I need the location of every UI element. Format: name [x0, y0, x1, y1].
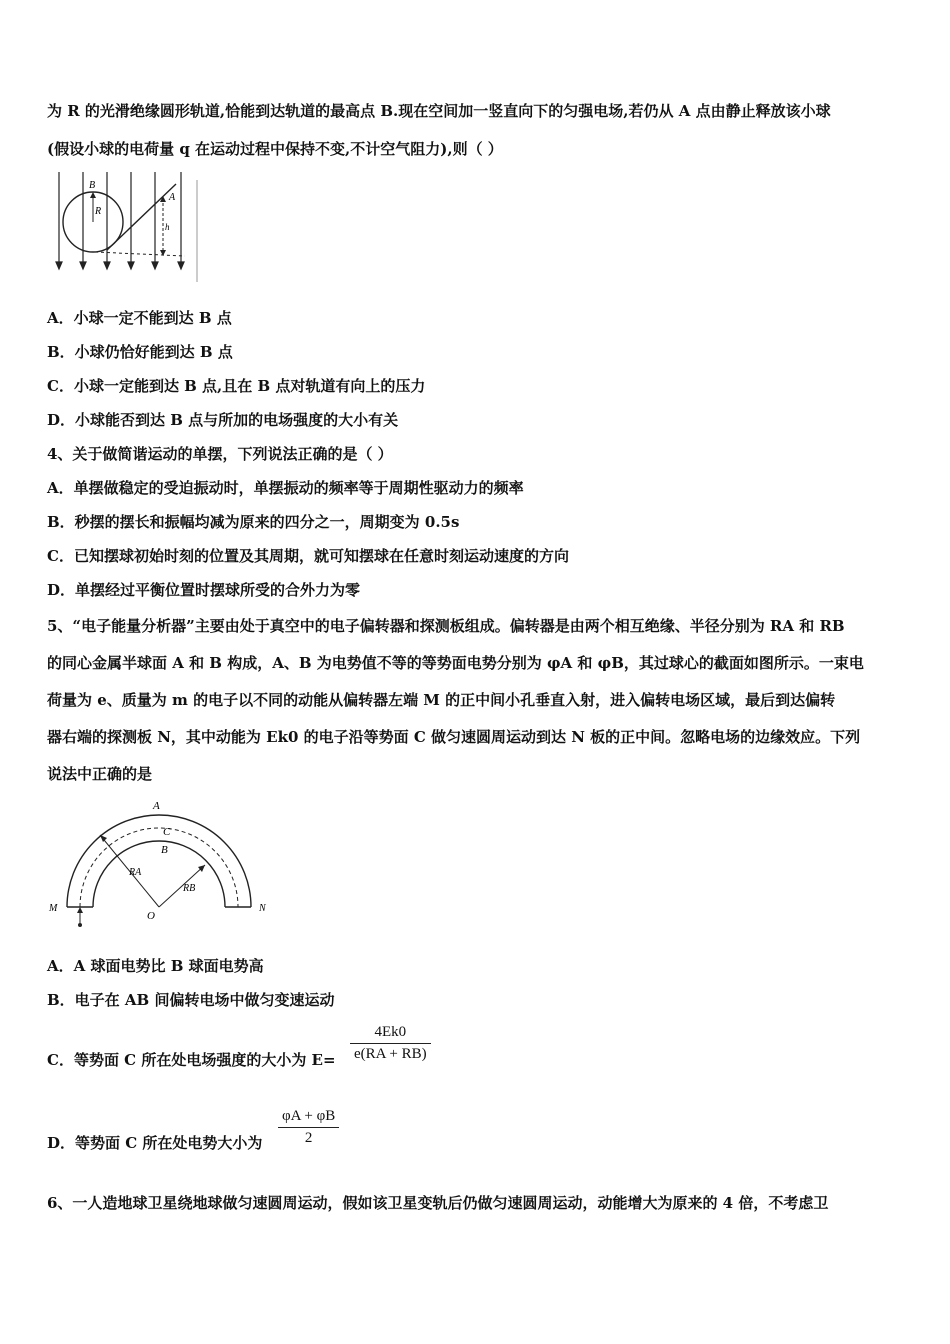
q4-stem: 4、关于做简谐运动的单摆，下列说法正确的是（ ） — [47, 445, 393, 463]
q3-figure-track — [45, 170, 205, 285]
label-b: B — [161, 844, 168, 856]
q5-stem-line2: 的同心金属半球面 A 和 B 构成，A、B 为电势值不等的等势面电势分别为 φA 和 φB，其过球心的截面如图所示。一束电 — [47, 654, 864, 672]
label-a: A — [169, 192, 176, 203]
q5-stem-line1: 5、“电子能量分析器”主要由处于真空中的电子偏转器和探测板组成。偏转器是由两个相互绝缘、半径分别为 RA 和 RB — [47, 617, 845, 635]
q5-option-c: C．等势面 C 所在处电场强度的大小为 E= — [47, 1051, 336, 1069]
formula-d-numerator: φA + φB — [282, 1108, 336, 1124]
label-a: A — [153, 800, 160, 812]
formula-c-denominator: e(RA + RB) — [354, 1046, 427, 1062]
q5-stem-line3: 荷量为 e、质量为 m 的电子以不同的动能从偏转器左端 M 的正中间小孔垂直入射，进入偏转电场区域，最后到达偏转 — [47, 691, 836, 709]
q3-stem-line1: 为 R 的光滑绝缘圆形轨道,恰能到达轨道的最高点 B.现在空间加一竖直向下的匀强电场,若仍从 A 点由静止释放该小球 — [47, 102, 831, 120]
q5-formula-d — [278, 1108, 339, 1147]
q4-option-d: D．单摆经过平衡位置时摆球所受的合外力为零 — [47, 581, 361, 599]
q5-stem-line4: 器右端的探测板 N，其中动能为 Ek0 的电子沿等势面 C 做匀速圆周运动到达 N 板的正中间。忽略电场的边缘效应。下列 — [47, 728, 861, 746]
formula-d-denominator: 2 — [304, 1130, 313, 1146]
label-m: M — [49, 903, 58, 914]
q5-formula-c — [350, 1024, 431, 1063]
label-o: O — [147, 910, 155, 922]
label-ra: RA — [129, 867, 142, 878]
formula-c-numerator: 4Ek0 — [374, 1024, 407, 1040]
q3-option-a: A．小球一定不能到达 B 点 — [47, 309, 232, 327]
q5-option-d: D．等势面 C 所在处电势大小为 — [47, 1134, 263, 1152]
q3-option-b: B．小球仍恰好能到达 B 点 — [47, 343, 233, 361]
q6-stem: 6、一人造地球卫星绕地球做匀速圆周运动，假如该卫星变轨后仍做匀速圆周运动，动能增大为原来的 4 倍，不考虑卫 — [47, 1194, 829, 1212]
label-r: R — [95, 206, 102, 217]
label-n: N — [259, 903, 266, 914]
q3-option-d: D．小球能否到达 B 点与所加的电场强度的大小有关 — [47, 411, 399, 429]
q4-option-c: C．已知摆球初始时刻的位置及其周期，就可知摆球在任意时刻运动速度的方向 — [47, 547, 569, 565]
label-b: B — [89, 180, 96, 191]
q5-option-b: B．电子在 AB 间偏转电场中做匀变速运动 — [47, 991, 335, 1009]
q5-option-a: A．A 球面电势比 B 球面电势高 — [47, 957, 264, 975]
q3-stem-line2: (假设小球的电荷量 q 在运动过程中保持不变,不计空气阻力),则（ ） — [47, 140, 503, 158]
label-c: C — [163, 826, 171, 838]
q5-figure-deflector — [45, 795, 280, 935]
label-h: h — [165, 222, 170, 232]
q4-option-b: B．秒摆的摆长和振幅均减为原来的四分之一，周期变为 0.5s — [47, 513, 460, 531]
q5-stem-line5: 说法中正确的是 — [47, 765, 153, 783]
label-rb: RB — [183, 883, 196, 894]
q3-option-c: C．小球一定能到达 B 点,且在 B 点对轨道有向上的压力 — [47, 377, 426, 395]
q4-option-a: A．单摆做稳定的受迫振动时，单摆振动的频率等于周期性驱动力的频率 — [47, 479, 524, 497]
